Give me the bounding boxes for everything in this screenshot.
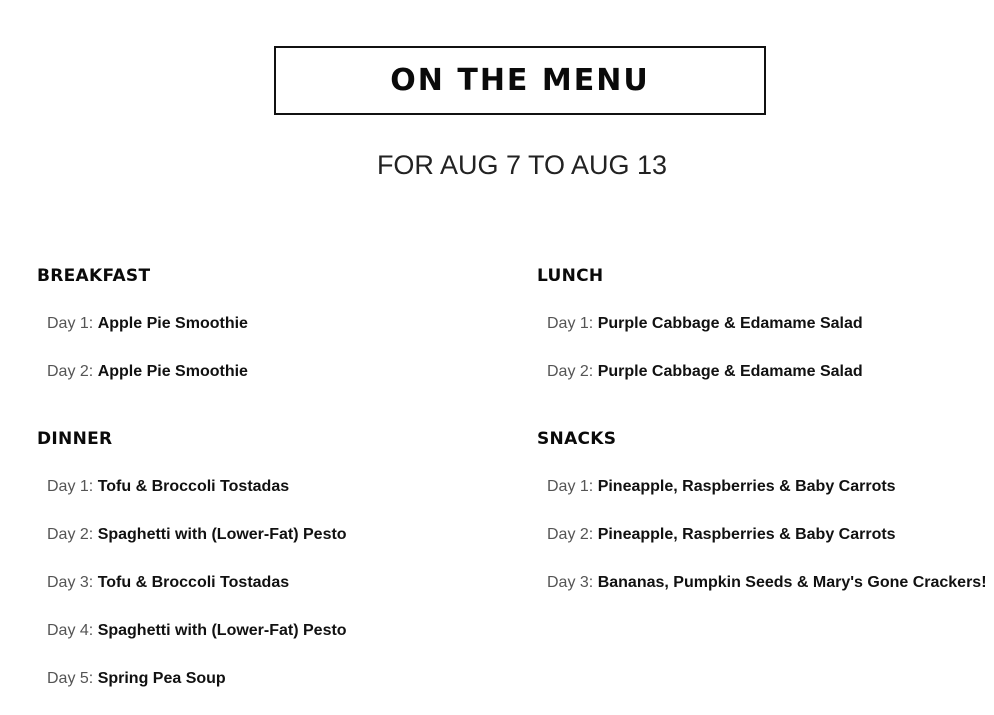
- snacks-list: [537, 475, 987, 619]
- day-label: Day 1:: [547, 478, 598, 495]
- list-item[interactable]: [37, 360, 487, 408]
- dish-link[interactable]: Apple Pie Smoothie: [97, 315, 248, 332]
- breakfast-list: [37, 312, 487, 408]
- dish-link[interactable]: Pineapple, Raspberries & Baby Carrots: [597, 526, 896, 543]
- list-item[interactable]: [537, 523, 987, 571]
- section-heading-dinner: DINNER: [37, 429, 113, 449]
- dish-link[interactable]: Spaghetti with (Lower-Fat) Pesto: [97, 526, 347, 543]
- day-label: Day 1:: [547, 315, 598, 332]
- list-item[interactable]: [37, 667, 487, 715]
- day-label: Day 1:: [47, 478, 98, 495]
- dish-link[interactable]: Spaghetti with (Lower-Fat) Pesto: [97, 622, 347, 639]
- section-heading-breakfast: BREAKFAST: [37, 266, 151, 286]
- section-dinner: [37, 427, 487, 715]
- list-item[interactable]: [37, 475, 487, 523]
- section-heading-lunch: LUNCH: [537, 266, 604, 286]
- day-label: Day 3:: [47, 574, 98, 591]
- lunch-list: [537, 312, 987, 408]
- list-item[interactable]: [537, 360, 987, 408]
- dish-link[interactable]: Tofu & Broccoli Tostadas: [97, 574, 290, 591]
- list-item[interactable]: [37, 312, 487, 360]
- page-title: ON THE MENU: [390, 63, 650, 98]
- dish-link[interactable]: Purple Cabbage & Edamame Salad: [597, 315, 863, 332]
- dinner-list: [37, 475, 487, 715]
- day-label: Day 2:: [547, 363, 598, 380]
- section-heading-snacks: SNACKS: [537, 429, 617, 449]
- dish-link[interactable]: Apple Pie Smoothie: [97, 363, 248, 380]
- dish-link[interactable]: Pineapple, Raspberries & Baby Carrots: [597, 478, 896, 495]
- day-label: Day 2:: [47, 526, 98, 543]
- dish-link[interactable]: Tofu & Broccoli Tostadas: [97, 478, 290, 495]
- list-item[interactable]: [37, 523, 487, 571]
- dish-link[interactable]: Bananas, Pumpkin Seeds & Mary's Gone Crackers!: [597, 574, 987, 591]
- list-item[interactable]: [537, 475, 987, 523]
- dish-link[interactable]: Spring Pea Soup: [97, 670, 226, 687]
- section-snacks: [537, 427, 987, 619]
- list-item[interactable]: [537, 312, 987, 360]
- date-range-subtitle: FOR AUG 7 TO AUG 13: [376, 150, 668, 180]
- day-label: Day 1:: [47, 315, 98, 332]
- day-label: Day 2:: [547, 526, 598, 543]
- list-item[interactable]: [37, 619, 487, 667]
- day-label: Day 2:: [47, 363, 98, 380]
- menu-title-box: [274, 46, 766, 115]
- dish-link[interactable]: Purple Cabbage & Edamame Salad: [597, 363, 863, 380]
- list-item[interactable]: [37, 571, 487, 619]
- list-item[interactable]: [537, 571, 987, 619]
- section-lunch: [537, 264, 987, 408]
- day-label: Day 5:: [47, 670, 98, 687]
- day-label: Day 3:: [547, 574, 598, 591]
- section-breakfast: [37, 264, 487, 408]
- day-label: Day 4:: [47, 622, 98, 639]
